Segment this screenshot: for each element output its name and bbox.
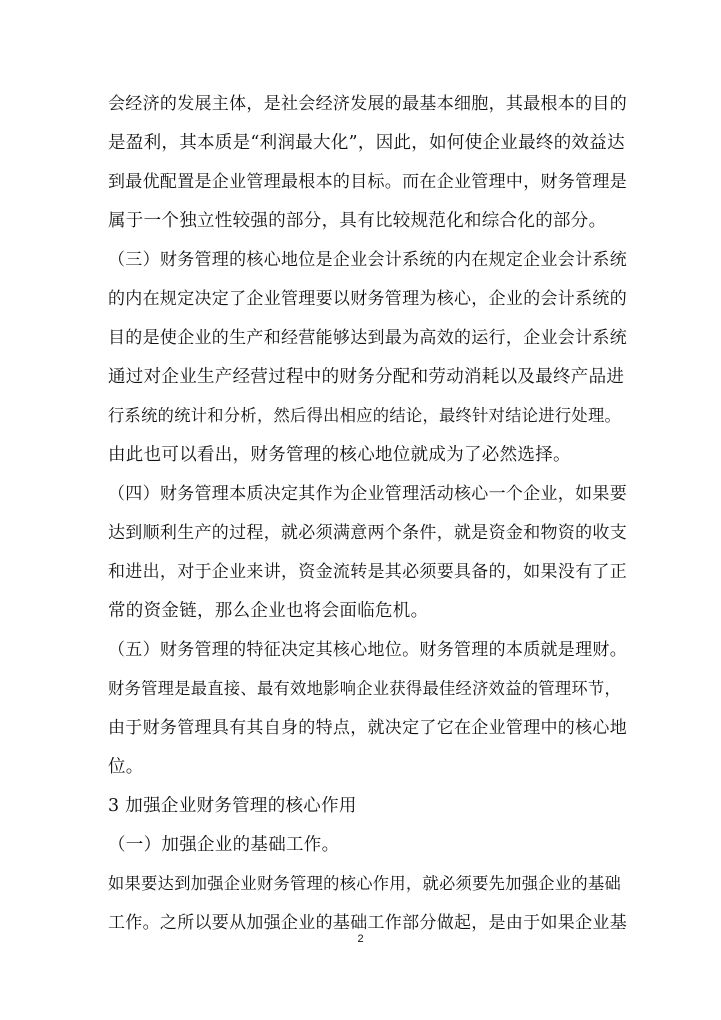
page-number: 2 [357, 933, 364, 945]
text-line: 行系统的统计和分析，然后得出相应的结论，最终针对结论进行处理。 [108, 406, 622, 425]
text-line: 到最优配置是企业管理最根本的目标。而在企业管理中，财务管理是 [108, 172, 627, 192]
text-line: 的内在规定决定了企业管理要以财务管理为核心，企业的会计系统的 [108, 289, 627, 309]
section-heading: 3 加强企业财务管理的核心作用 [108, 796, 357, 816]
text-line: 达到顺利生产的过程，就必须满意两个条件，就是资金和物资的收支 [108, 523, 627, 543]
text-line: 由于财务管理具有其自身的特点，就决定了它在企业管理中的核心地 [108, 718, 627, 738]
text-line: 财务管理是最直接、最有效地影响企业获得最佳经济效益的管理环节， [108, 679, 622, 698]
text-line: （四）财务管理本质决定其作为企业管理活动核心一个企业，如果要 [108, 484, 627, 504]
text-line: （三）财务管理的核心地位是企业会计系统的内在规定企业会计系统 [108, 250, 627, 270]
text-line: 会经济的发展主体，是社会经济发展的最基本细胞，其最根本的目的 [108, 94, 627, 114]
text-line: 由此也可以看出，财务管理的核心地位就成为了必然选择。 [108, 445, 571, 465]
text-line: 是盈利，其本质是“利润最大化”，因此，如何使企业最终的效益达 [108, 133, 625, 153]
text-line: 常的资金链，那么企业也将会面临危机。 [108, 601, 429, 621]
text-line: 和进出，对于企业来讲，资金流转是其必须要具备的，如果没有了正 [108, 562, 627, 582]
text-line: 属于一个独立性较强的部分，具有比较规范化和综合化的部分。 [108, 211, 607, 231]
text-line: （五）财务管理的特征决定其核心地位。财务管理的本质就是理财。 [108, 640, 627, 660]
text-line: 如果要达到加强企业财务管理的核心作用，就必须要先加强企业的基础 [108, 874, 622, 893]
text-line: 工作。之所以要从加强企业的基础工作部分做起，是由于如果企业基 [108, 913, 627, 933]
subsection-heading: （一）加强企业的基础工作。 [108, 835, 340, 855]
text-line: 通过对企业生产经营过程中的财务分配和劳动消耗以及最终产品进 [108, 367, 625, 387]
text-line: 目的是使企业的生产和经营能够达到最为高效的运行，企业会计系统 [108, 328, 627, 348]
text-line: 位。 [108, 757, 144, 777]
